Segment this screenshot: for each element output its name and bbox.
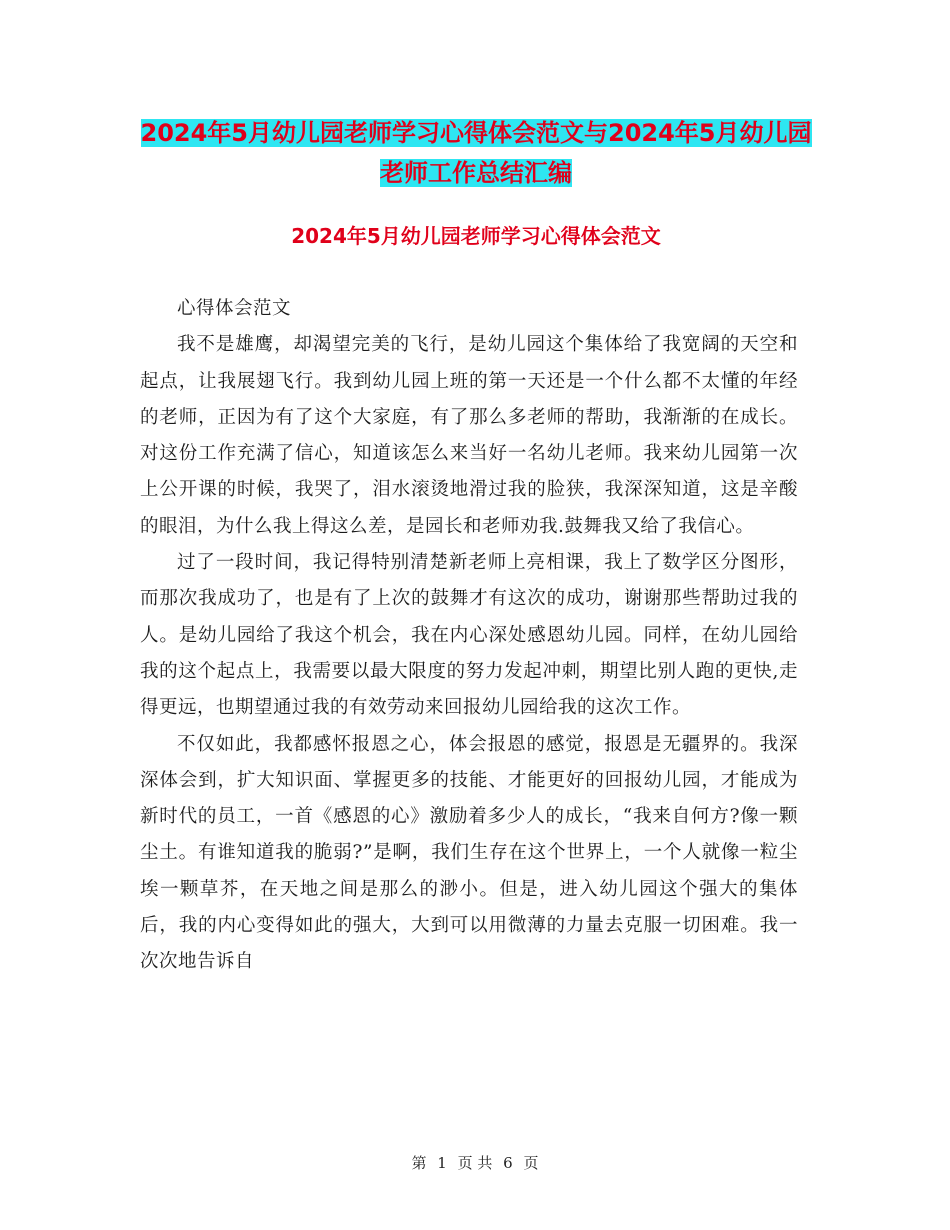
footer-total-pages: 6 <box>503 1154 513 1172</box>
section-title: 2024年5月幼儿园老师学习心得体会范文 <box>291 224 661 248</box>
paragraph: 不仅如此，我都感怀报恩之心，体会报恩的感觉，报恩是无疆界的。我深深体会到，扩大知识面、掌握更多的技能、才能更好的回报幼儿园，才能成为新时代的员工，一首《感恩的心》激励着多少人的成长，“我来自何方?像一颗尘土。有谁知道我的脆弱?”是啊，我们生存在这个世界上，一个人就像一粒尘埃一颗草芥，在天地之间是那么的渺小。但是，进入幼儿园这个强大的集体后，我的内心变得如此的强大，大到可以用微薄的力量去克服一切困难。我一次次地告诉自 <box>140 733 798 973</box>
body-text <box>140 291 798 981</box>
footer-middle: 页 共 <box>457 1154 493 1172</box>
paragraph: 过了一段时间，我记得特别清楚新老师上亮相课，我上了数学区分图形，而那次我成功了，也是有了上次的鼓舞才有这次的成功，谢谢那些帮助过我的人。是幼儿园给了我这个机会，我在内心深处感恩幼儿园。同样，在幼儿园给我的这个起点上，我需要以最大限度的努力发起冲刺，期望比别人跑的更快,走得更远，也期望通过我的有效劳动来回报幼儿园给我的这次工作。 <box>140 552 798 719</box>
document-title-highlight: 2024年5月幼儿园老师学习心得体会范文与2024年5月幼儿园老师工作总结汇编 <box>140 119 812 187</box>
footer-prefix: 第 <box>411 1154 427 1172</box>
page-footer <box>0 1152 950 1173</box>
paragraph: 我不是雄鹰，却渴望完美的飞行，是幼儿园这个集体给了我宽阔的天空和起点，让我展翅飞行。我到幼儿园上班的第一天还是一个什么都不太懂的年经的老师，正因为有了这个大家庭，有了那么多老师的帮助，我渐渐的在成长。对这份工作充满了信心，知道该怎么来当好一名幼儿老师。我来幼儿园第一次上公开课的时候，我哭了，泪水滚烫地滑过我的脸狭，我深深知道，这是辛酸的眼泪，为什么我上得这么差，是园长和老师劝我.鼓舞我又给了我信心。 <box>140 334 798 537</box>
document-title <box>140 113 812 193</box>
paragraph-heading: 心得体会范文 <box>177 298 292 319</box>
footer-page-number: 1 <box>437 1154 447 1172</box>
footer-suffix: 页 <box>523 1154 539 1172</box>
